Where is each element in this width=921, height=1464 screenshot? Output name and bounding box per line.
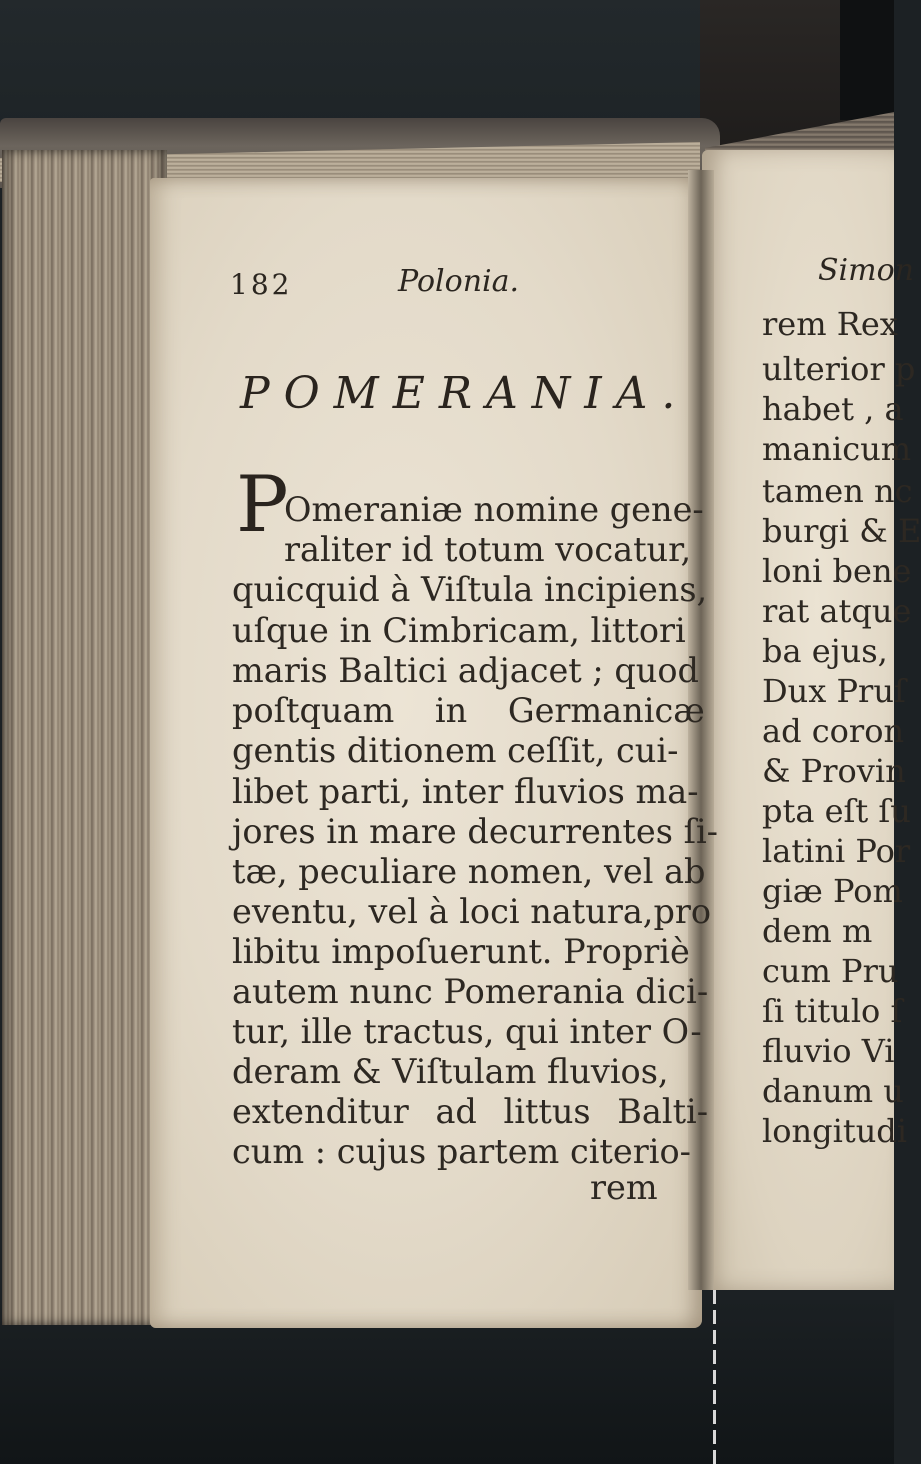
body-line: eventu, vel à loci natura,pro (232, 892, 712, 931)
body-line: Omeraniæ nomine gene- (284, 490, 704, 529)
right-body-line: ba ejus, (762, 632, 888, 670)
body-line: poſtquam in Germanicæ (232, 691, 705, 730)
body-line: tæ, peculiare nomen, vel ab (232, 852, 706, 891)
right-running-head: Simon (818, 253, 914, 288)
body-line: cum : cujus partem citerio- (232, 1132, 691, 1171)
body-line: raliter id totum vocatur, (284, 530, 692, 569)
body-line: deram & Viſtulam fluvios, (232, 1052, 669, 1091)
body-line: tur, ille tractus, qui inter O- (232, 1012, 702, 1051)
right-body-line: latini Por (762, 832, 911, 870)
body-line: uſque in Cimbricam, littori (232, 611, 686, 650)
body-line: extenditur ad littus Balti- (232, 1092, 709, 1131)
body-line: gentis ditionem ceſſit, cui- (232, 731, 679, 770)
body-line: autem nunc Pomerania dici- (232, 972, 709, 1011)
page-number: 182 (230, 268, 293, 301)
right-body-line: fluvio Vi (762, 1032, 895, 1070)
body-line: libitu impoſuerunt. Propriè (232, 932, 690, 971)
right-body-line: ad coron (762, 712, 905, 750)
right-body-line: giæ Pom (762, 872, 903, 910)
chapter-title: POMERANIA. (240, 368, 690, 419)
right-body-line: loni bene (762, 552, 912, 590)
running-head: Polonia. (398, 264, 520, 299)
right-body-line: cum Pru (762, 952, 899, 990)
right-body-line: Dux Pruſ (762, 672, 906, 710)
catchword: rem (590, 1168, 658, 1207)
right-body-line: rem Rex (762, 305, 898, 343)
right-body-line: dem m (762, 912, 873, 950)
right-body-line: ſi titulo ſ (762, 992, 903, 1030)
right-body-line: pta eſt ſu (762, 792, 911, 830)
right-body-line: manicum (762, 430, 912, 468)
right-body-line: tamen nc (762, 472, 913, 510)
body-line: quicquid à Viſtula incipiens, (232, 570, 708, 609)
drop-cap: P (236, 460, 289, 550)
body-line: libet parti, inter fluvios ma- (232, 772, 699, 811)
right-body-line: danum u (762, 1072, 904, 1110)
right-body-line: burgi & E (762, 512, 921, 550)
body-line: jores in mare decurrentes ſi- (232, 812, 718, 851)
right-body-line: & Provin (762, 752, 906, 790)
body-line: maris Baltici adjacet ; quod (232, 651, 699, 690)
right-body-line: ulterior p (762, 350, 916, 388)
right-body-line: habet , a (762, 390, 904, 428)
right-body-line: longitudi (762, 1112, 908, 1150)
right-body-line: rat atque (762, 592, 912, 630)
